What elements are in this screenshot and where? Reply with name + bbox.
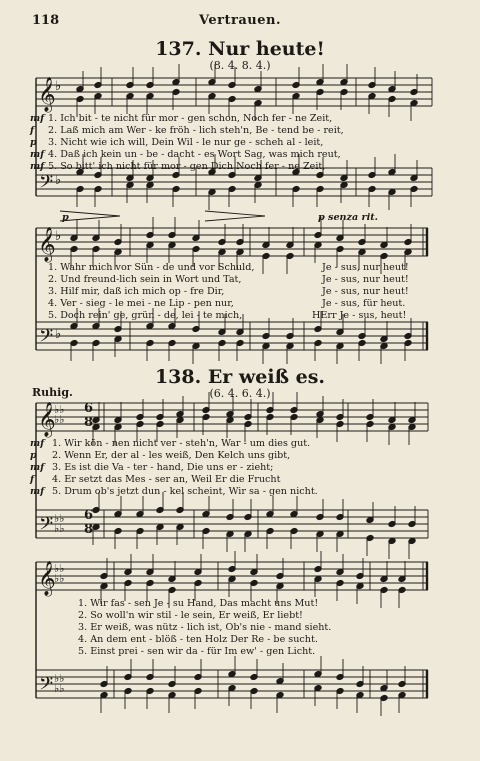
- svg-text:♭♭: ♭♭: [54, 572, 65, 585]
- verse-line: 3. Nicht wie ich will, Dein Wil - le nur ge - scheh al - leit,: [48, 137, 324, 148]
- dynamic-marking: p: [62, 212, 69, 223]
- svg-text:♭: ♭: [55, 79, 62, 94]
- dynamic-marking: p senza rit.: [318, 212, 379, 223]
- verse-line: 5. So bitt' ich nicht für mor - gen Dich Noch fer - ne Zeit,: [48, 161, 326, 172]
- time-signature-bottom: 8: [84, 522, 94, 537]
- verse-line: 2. Und freund-lich sein in Wort und Tat,: [48, 274, 242, 285]
- verse-line: 4. An dem ent - blöß - ten Holz Der Re - be sucht.: [78, 634, 318, 645]
- verse-line: 1. Wahr mich vor Sün - de und vor Schuld,: [48, 262, 255, 273]
- hymn-137-meter: (8. 4. 8. 4.): [209, 59, 271, 72]
- hymn-137-title: 137. Nur heute!: [155, 38, 325, 60]
- svg-text:♭♭: ♭♭: [54, 522, 65, 535]
- verse-dynamic: mf: [30, 161, 45, 172]
- verse-line: 4. Er setzt das Mes - ser an, Weil Er die Frucht: [52, 474, 281, 485]
- svg-text:♭♭: ♭♭: [54, 672, 65, 685]
- hymn-138-title: 138. Er weiß es.: [154, 366, 326, 388]
- verse-line: 5. Doch rein' ge, grün - de, lei - te mich,: [48, 310, 243, 321]
- svg-text:♭♭: ♭♭: [54, 682, 65, 695]
- svg-text:♭: ♭: [55, 327, 62, 342]
- svg-text:♭: ♭: [55, 229, 62, 244]
- verse-line: 2. So woll'n wir stil - le sein, Er weiß, Er liebt!: [78, 610, 303, 621]
- verse-dynamic: mf: [30, 113, 45, 124]
- verse-line: 1. Wir fas - sen Je - su Hand, Das macht uns Mut!: [78, 598, 319, 609]
- verse-line: 4. Ver - sieg - le mei - ne Lip - pen nur,: [48, 298, 234, 309]
- svg-text:𝄢: 𝄢: [39, 172, 54, 197]
- svg-text:𝄞: 𝄞: [38, 77, 56, 112]
- verse-dynamic: mf: [30, 486, 45, 497]
- verse-dynamic: f: [30, 474, 35, 485]
- svg-text:𝄞: 𝄞: [38, 402, 56, 437]
- verse-dynamic: mf: [30, 462, 45, 473]
- svg-text:♭♭: ♭♭: [54, 562, 65, 575]
- hymn-138-meter: (6. 4. 6. 4.): [209, 387, 271, 400]
- verse-line: 2. Laß mich am Wer - ke fröh - lich steh'n, Be - tend be - reit,: [48, 125, 344, 136]
- verse-line: 5. Drum ob's jetzt dun - kel scheint, Wir sa - gen nicht.: [52, 486, 318, 497]
- svg-text:𝄢: 𝄢: [39, 674, 54, 699]
- page-number: 118: [32, 13, 60, 28]
- svg-text:♭: ♭: [55, 173, 62, 188]
- svg-text:𝄞: 𝄞: [38, 227, 56, 262]
- verse-line: 3. Hilf mir, daß ich mich op - fre Dir,: [48, 286, 225, 297]
- verse-line: 2. Wenn Er, der al - les weiß, Den Kelch uns gibt,: [52, 450, 291, 461]
- verse-refrain: HErr Je - sus, heut!: [312, 310, 407, 321]
- verse-line: 3. Es ist die Va - ter - hand, Die uns er - zieht;: [52, 462, 274, 473]
- verse-refrain: Je - sus, nur heut!: [322, 274, 409, 285]
- time-signature-top: 6: [84, 508, 94, 523]
- verse-line: 4. Daß ich kein un - be - dacht - es Wort Sag, was mich reut,: [48, 149, 341, 160]
- verse-refrain: Je - sus, nur heut!: [322, 262, 409, 273]
- verse-line: 5. Einst prei - sen wir da - für Im ew' - gen Licht.: [78, 646, 316, 657]
- verse-line: 1. Ich bit - te nicht für mor - gen schon, Noch fer - ne Zeit,: [48, 113, 333, 124]
- verse-dynamic: p: [30, 137, 37, 148]
- verse-dynamic: p: [30, 450, 37, 461]
- verse-dynamic: mf: [30, 149, 45, 160]
- verse-dynamic: f: [30, 125, 35, 136]
- verse-refrain: Je - sus, nur heut!: [322, 286, 409, 297]
- verse-refrain: Je - sus, für heut.: [322, 298, 406, 309]
- svg-text:♭♭: ♭♭: [54, 413, 65, 426]
- running-head: Vertrauen.: [199, 13, 281, 28]
- verse-dynamic: mf: [30, 438, 45, 449]
- svg-text:♭♭: ♭♭: [54, 512, 65, 525]
- svg-text:𝄞: 𝄞: [38, 561, 56, 596]
- verse-line: 1. Wir kön - nen nicht ver - steh'n, War - um dies gut.: [52, 438, 311, 449]
- verse-line: 3. Er weiß, was nütz - lich ist, Ob's nie - mand sieht.: [78, 622, 332, 633]
- time-signature-bottom: 8: [84, 415, 94, 430]
- svg-text:𝄢: 𝄢: [39, 326, 54, 351]
- svg-text:♭♭: ♭♭: [54, 403, 65, 416]
- time-signature-top: 6: [84, 401, 94, 416]
- svg-text:𝄢: 𝄢: [39, 514, 54, 539]
- tempo-marking: Ruhig.: [32, 386, 73, 399]
